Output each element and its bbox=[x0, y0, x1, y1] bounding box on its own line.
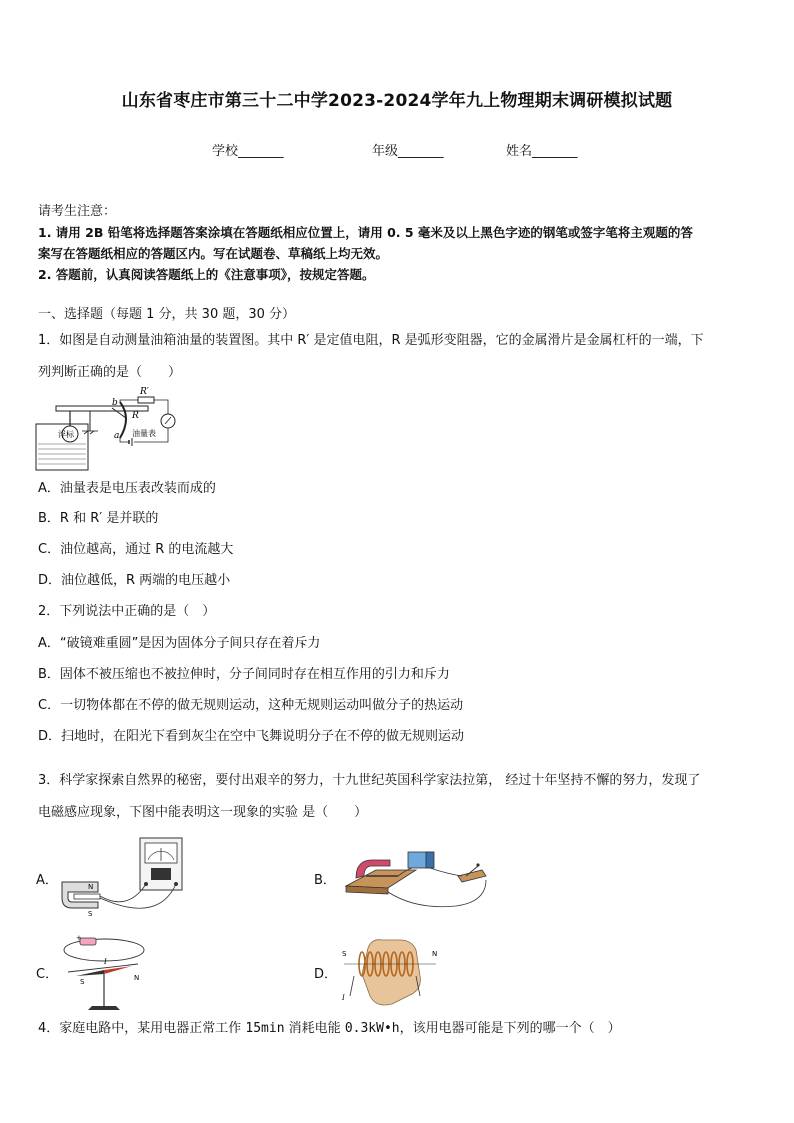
q3a-label-n: N bbox=[88, 883, 94, 891]
notice-item-1-line-2: 案写在答题纸相应的答题区内。写在试题卷、草稿纸上均无效。 bbox=[38, 246, 389, 261]
q4-stem bbox=[38, 1020, 621, 1038]
q3d-label-s: S bbox=[342, 950, 347, 958]
q3-option-b-label[interactable]: B． bbox=[314, 873, 336, 888]
q3-option-a-figure[interactable] bbox=[58, 832, 228, 922]
grade-blank: _______ bbox=[398, 144, 444, 159]
q4-stem-part-a: 4．家庭电路中，某用电器正常工作 bbox=[38, 1021, 246, 1036]
q4-stem-part-c: ，该用电器可能是下列的哪一个（ ） bbox=[399, 1021, 621, 1036]
name-label: 姓名 bbox=[506, 144, 533, 159]
q3-stem-line-1: 3．科学家探索自然界的秘密，要付出艰辛的努力，十九世纪英国科学家法拉第， 经过十年坚持不懈的努力，发现了 bbox=[38, 773, 701, 788]
q3-option-b-figure[interactable] bbox=[336, 840, 496, 912]
q2-option-c[interactable]: C．一切物体都在不停的做无规则运动，这种无规则运动叫做分子的热运动 bbox=[38, 698, 464, 713]
notice-item-2: 2. 答题前，认真阅读答题纸上的《注意事项》，按规定答题。 bbox=[38, 267, 375, 282]
q3-option-d-figure[interactable] bbox=[336, 934, 446, 1012]
q1-fig-label-r-prime: R′ bbox=[140, 387, 149, 397]
q1-fig-label-r: R bbox=[132, 411, 139, 421]
q3a-label-s: S bbox=[88, 910, 93, 918]
school-field[interactable] bbox=[212, 140, 284, 159]
q1-fig-label-float: 浮标 bbox=[58, 430, 74, 439]
notice-heading: 请考生注意： bbox=[38, 204, 117, 219]
q3c-label-s: S bbox=[80, 978, 85, 986]
name-blank: _______ bbox=[532, 144, 578, 159]
name-field[interactable] bbox=[506, 140, 578, 159]
q3c-label-plus: + bbox=[76, 934, 82, 942]
q3-option-c-figure[interactable] bbox=[58, 928, 158, 1016]
q1-option-d[interactable]: D．油位越低，R 两端的电压越小 bbox=[38, 573, 231, 588]
q3-stem-line-2: 电磁感应现象，下图中能表明这一现象的实验 是（ ） bbox=[38, 805, 368, 820]
section-1-heading: 一、选择题（每题 1 分，共 30 题，30 分） bbox=[38, 307, 296, 322]
page-title: 山东省枣庄市第三十二中学2023-2024学年九上物理期末调研模拟试题 bbox=[121, 91, 673, 111]
q3c-label-current: I bbox=[104, 958, 107, 966]
q2-stem: 2．下列说法中正确的是（ ） bbox=[38, 604, 216, 619]
q1-fig-label-b: b bbox=[112, 398, 118, 408]
q1-fig-label-gauge: 油量表 bbox=[132, 429, 156, 438]
grade-field[interactable] bbox=[372, 140, 444, 159]
q4-stem-time: 15min bbox=[245, 1021, 285, 1036]
q1-option-a[interactable]: A．油量表是电压表改装而成的 bbox=[38, 481, 216, 496]
school-label: 学校 bbox=[212, 144, 239, 159]
q1-oil-gauge-figure bbox=[34, 386, 194, 476]
q3-option-c-label[interactable]: C． bbox=[36, 967, 59, 982]
q2-option-a[interactable]: A．“破镜难重圆”是因为固体分子间只存在着斥力 bbox=[38, 636, 321, 651]
q1-option-b[interactable]: B．R 和 R′ 是并联的 bbox=[38, 511, 159, 526]
school-blank: _______ bbox=[238, 144, 284, 159]
notice-item-1-line-1: 1. 请用 2B 铅笔将选择题答案涂填在答题纸相应位置上，请用 0. 5 毫米及以上黑色字迹的钢笔或签字笔将主观题的答 bbox=[38, 225, 693, 240]
q1-fig-label-a: a bbox=[114, 431, 120, 441]
q3-option-d-label[interactable]: D． bbox=[314, 967, 338, 982]
q4-stem-part-b: 消耗电能 bbox=[284, 1021, 345, 1036]
q2-option-b[interactable]: B．固体不被压缩也不被拉伸时，分子间同时存在相互作用的引力和斥力 bbox=[38, 667, 450, 682]
q3d-label-current: I bbox=[342, 994, 345, 1002]
q3c-label-n: N bbox=[134, 974, 140, 982]
q1-stem-line-1: 1．如图是自动测量油箱油量的装置图。其中 R′ 是定值电阻，R 是弧形变阻器，它的金属滑片是金属杠杆的一端，下 bbox=[38, 333, 704, 348]
q2-option-d[interactable]: D．扫地时，在阳光下看到灰尘在空中飞舞说明分子在不停的做无规则运动 bbox=[38, 729, 465, 744]
grade-label: 年级 bbox=[372, 144, 399, 159]
q3-option-a-label[interactable]: A． bbox=[36, 873, 58, 888]
q3d-label-n: N bbox=[432, 950, 438, 958]
q1-option-c[interactable]: C．油位越高，通过 R 的电流越大 bbox=[38, 542, 234, 557]
q4-stem-energy: 0.3kW•h bbox=[344, 1021, 400, 1036]
q1-stem-line-2: 列判断正确的是（ ） bbox=[38, 365, 182, 380]
